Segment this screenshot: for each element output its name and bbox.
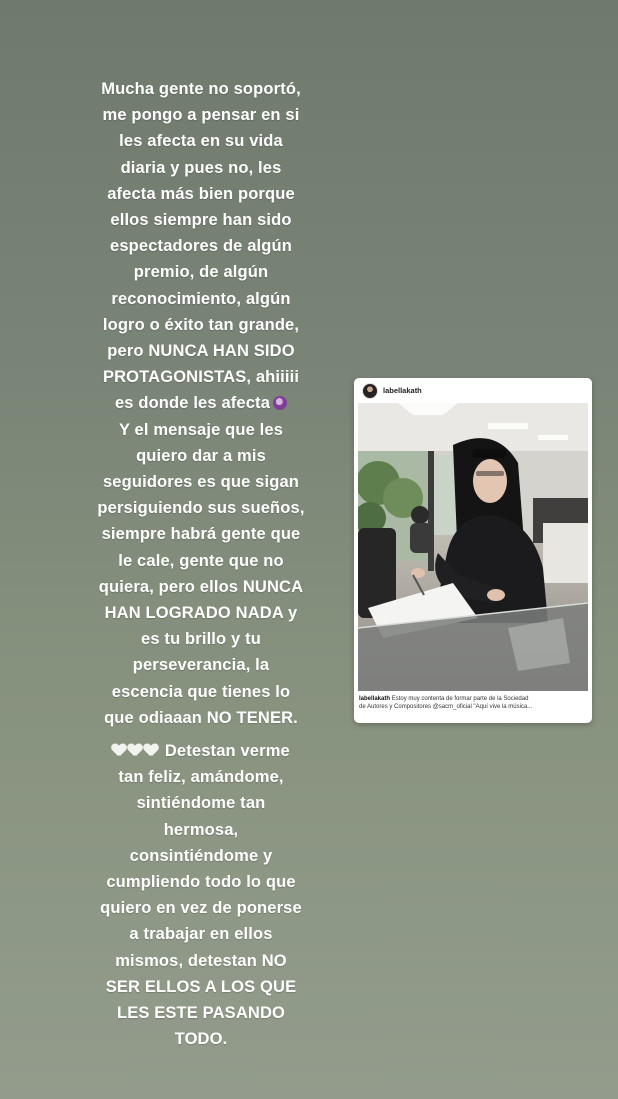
story-line: seguidores es que sigan	[102, 473, 299, 492]
story-line-with-emoji	[56, 390, 346, 416]
story-line-with-hearts	[56, 738, 346, 764]
story-line: Y el mensaje que les	[118, 420, 284, 439]
sunglasses	[472, 449, 506, 458]
caption-username[interactable]: labellakath	[359, 696, 391, 702]
counter	[543, 523, 588, 583]
story-line: les afecta en su vida	[119, 132, 283, 151]
story-line: reconocimiento, algún	[111, 289, 291, 308]
story-line: persiguiendo sus sueños,	[97, 499, 305, 518]
eyes	[476, 471, 504, 476]
story-line: sintiéndome tan	[136, 794, 266, 813]
purple-heart-emoji-icon	[273, 396, 287, 410]
background-person	[411, 506, 429, 524]
story-line: tan feliz, amándome,	[118, 768, 284, 787]
story-line: cumpliendo todo lo que	[106, 873, 296, 892]
story-line: quiera, pero ellos NUNCA	[98, 577, 304, 596]
story-line: le cale, gente que no	[118, 551, 284, 570]
story-line: es tu brillo y tu	[141, 630, 261, 649]
story-line: SER ELLOS A LOS QUE	[105, 977, 297, 996]
story-line: perseverancia, la	[132, 656, 270, 675]
story-line: HAN LOGRADO NADA y	[104, 604, 298, 623]
caption-line	[359, 695, 586, 703]
story-line: me pongo a pensar en si	[102, 106, 300, 125]
caption-text: Estoy muy contenta de formar parte de la Sociedad	[391, 696, 529, 702]
white-heart-icon	[112, 744, 126, 757]
window-frame	[428, 451, 434, 571]
story-line: quiero en vez de ponerse	[100, 899, 302, 918]
story-line: LES ESTE PASANDO	[116, 1004, 286, 1023]
story-line-text: Detestan verme	[164, 742, 290, 760]
avatar[interactable]	[362, 383, 378, 399]
story-line: espectadores de algún	[110, 237, 292, 256]
post-photo-illustration	[358, 403, 588, 691]
story-text-block-2	[56, 738, 346, 1052]
face	[473, 459, 507, 503]
story-text-block-1	[56, 76, 346, 731]
ceiling-light	[488, 423, 528, 429]
story-line: diaria y pues no, les	[120, 158, 282, 177]
embedded-post-card[interactable]	[354, 378, 592, 723]
story-line: ellos siempre han sido	[110, 211, 292, 230]
ceiling-light	[538, 435, 568, 440]
hand	[487, 589, 505, 601]
story-line: pero NUNCA HAN SIDO	[107, 342, 295, 361]
story-line: que odiaaan NO TENER.	[104, 708, 298, 727]
story-line: premio, de algún	[133, 263, 269, 282]
background-person	[410, 523, 432, 553]
story-line: TODO.	[174, 1030, 228, 1049]
story-line: escencia que tienes lo	[111, 682, 291, 701]
story-line: consintiéndome y	[129, 846, 273, 865]
story-line: siempre habrá gente que	[101, 525, 301, 544]
story-line: Mucha gente no soportó,	[101, 80, 301, 98]
white-heart-icon	[128, 744, 142, 757]
story-line-text: es donde les afecta	[114, 394, 271, 413]
story-line: logro o éxito tan grande,	[102, 315, 300, 334]
post-username[interactable]: labellakath	[383, 386, 422, 395]
pen	[413, 575, 424, 595]
post-caption	[354, 691, 592, 711]
story-line: quiero dar a mis	[136, 446, 266, 465]
caption-line: de Autores y Compositores @sacm_oficial "Aquí vive la música...	[359, 704, 533, 710]
white-heart-icon	[144, 744, 158, 757]
post-header	[354, 378, 592, 403]
story-line: a trabajar en ellos	[129, 925, 273, 944]
story-line: PROTAGONISTAS, ahiiiii	[102, 368, 300, 387]
story-line: hermosa,	[163, 820, 239, 839]
story-line: afecta más bien porque	[107, 184, 295, 203]
post-photo[interactable]	[358, 403, 588, 691]
story-line: mismos, detestan NO	[115, 951, 287, 970]
